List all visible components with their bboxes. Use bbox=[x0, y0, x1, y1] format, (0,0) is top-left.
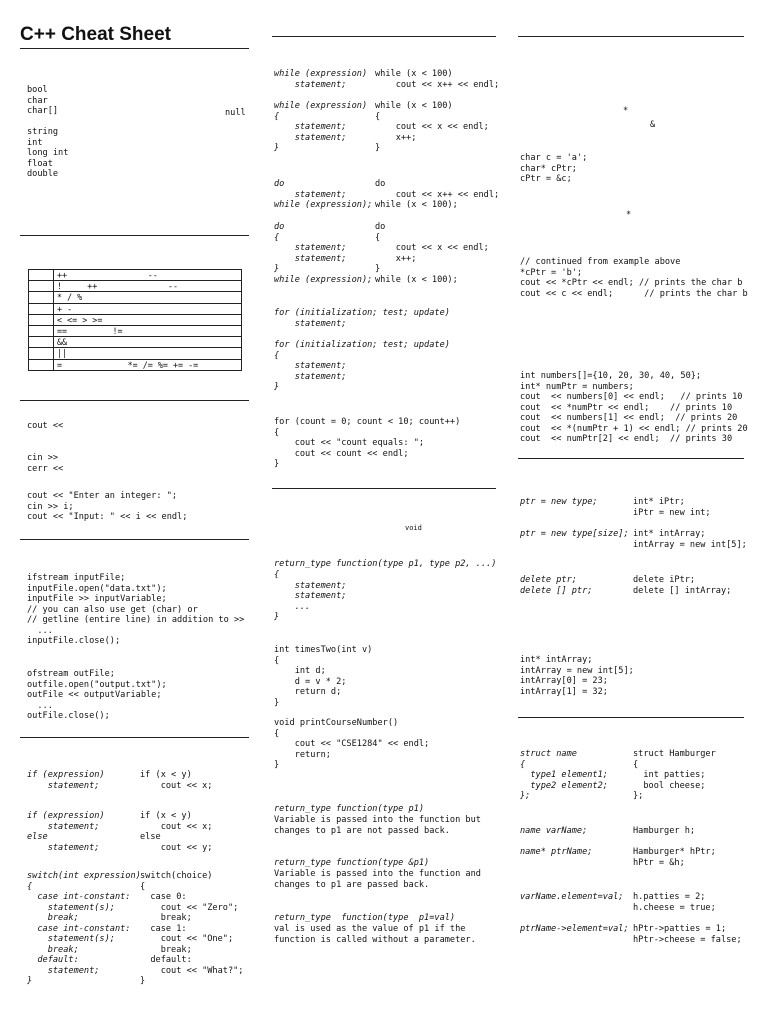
divider bbox=[518, 36, 744, 37]
operator-precedence-cell bbox=[29, 337, 54, 348]
pass-by-value-signature: return_type function(type p1) bbox=[274, 804, 425, 814]
delete-syntax: delete ptr; delete [] ptr; bbox=[520, 575, 593, 596]
dereference-example: // continued from example above *cPtr = 'b'; cout << *cPtr << endl; // prints the char b cout << c << endl; // prints the char b bbox=[520, 257, 748, 299]
operator-row bbox=[29, 359, 242, 370]
types-list: bool char char[] string int long int float double bbox=[27, 85, 69, 180]
operator-precedence-cell bbox=[29, 314, 54, 325]
file-input-example: ifstream inputFile; inputFile.open("data.txt"); inputFile >> inputVariable; // you can also use get (char) or // getline (entire line) in addition to >> ... inputFile.close(); bbox=[27, 573, 245, 647]
struct-ptr-decl-example: Hamburger* hPtr; hPtr = &h; bbox=[633, 847, 716, 868]
divider bbox=[20, 737, 249, 738]
new-array-example: int* intArray; intArray = new int[5]; bbox=[633, 529, 747, 550]
operator-row bbox=[29, 292, 242, 303]
operator-row bbox=[29, 281, 242, 292]
do-while-example-2: do { cout << x << endl; x++; } while (x < 100); bbox=[375, 222, 489, 285]
pointer-declaration-example: char c = 'a'; char* cPtr; cPtr = &c; bbox=[520, 153, 588, 185]
while-example-2: while (x < 100) { cout << x << endl; x++; } bbox=[375, 101, 489, 154]
divider bbox=[20, 539, 249, 540]
while-syntax-1: while (expression) statement; bbox=[274, 69, 368, 90]
operator-symbols-cell: == != bbox=[54, 325, 242, 336]
operator-precedence-cell bbox=[29, 292, 54, 303]
file-output-example: ofstream outFile; outfile.open("output.txt"); outFile << outputVariable; ... outFile.close(); bbox=[27, 669, 167, 722]
operator-precedence-cell bbox=[29, 270, 54, 281]
operator-precedence-cell bbox=[29, 303, 54, 314]
operator-symbols-cell: ++ -- bbox=[54, 270, 242, 281]
io-cin: cin >> cerr << bbox=[27, 453, 64, 474]
switch-example: switch(choice) { case 0: cout << "Zero"; break; case 1: cout << "One"; break; default: cout << "What?"; } bbox=[140, 871, 244, 987]
while-example-1: while (x < 100) cout << x++ << endl; bbox=[375, 69, 500, 90]
void-label: void bbox=[405, 524, 422, 532]
pass-by-reference-signature: return_type function(type &p1) bbox=[274, 858, 430, 868]
arrow-access-syntax: ptrName->element=val; bbox=[520, 924, 629, 934]
while-syntax-2: while (expression) { statement; statement; } bbox=[274, 101, 368, 154]
new-example: int* iPtr; iPtr = new int; bbox=[633, 497, 711, 518]
operator-row bbox=[29, 325, 242, 336]
struct-syntax: struct name { type1 element1; type2 element2; }; bbox=[520, 749, 608, 802]
member-access-syntax: varName.element=val; bbox=[520, 892, 624, 902]
divider bbox=[518, 458, 744, 459]
divider bbox=[20, 48, 249, 49]
column-2 bbox=[272, 0, 500, 1024]
switch-syntax: switch(int expression) { case int-constant: statement(s); break; case int-constant: statement(s); break; default: statement; } bbox=[27, 871, 141, 987]
io-example: cout << "Enter an integer: "; cin >> i; cout << "Input: " << i << endl; bbox=[27, 491, 188, 523]
operator-symbols-cell: * / % bbox=[54, 292, 242, 303]
pointer-star-symbol-2: * bbox=[626, 210, 632, 220]
operator-row bbox=[29, 348, 242, 359]
dynamic-array-example: int* intArray; intArray = new int[5]; intArray[0] = 23; intArray[1] = 32; bbox=[520, 655, 634, 697]
member-access-example: h.patties = 2; h.cheese = true; bbox=[633, 892, 716, 913]
for-example: for (count = 0; count < 10; count++) { cout << "count equals: "; cout << count << endl; } bbox=[274, 417, 461, 470]
operator-row bbox=[29, 337, 242, 348]
struct-decl-syntax: name varName; bbox=[520, 826, 588, 836]
do-while-syntax-2: do { statement; statement; } while (expression); bbox=[274, 222, 373, 285]
if-else-example: if (x < y) cout << x; else cout << y; bbox=[140, 811, 213, 853]
divider bbox=[272, 488, 496, 489]
default-param-desc: val is used as the value of p1 if the function is called without a parameter. bbox=[274, 924, 476, 945]
operator-precedence-cell bbox=[29, 325, 54, 336]
delete-example: delete iPtr; delete [] intArray; bbox=[633, 575, 732, 596]
operator-symbols-cell: && bbox=[54, 337, 242, 348]
operator-symbols-cell: < <= > >= bbox=[54, 314, 242, 325]
divider bbox=[20, 235, 249, 236]
operator-row bbox=[29, 314, 242, 325]
pointer-array-example: int numbers[]={10, 20, 30, 40, 50}; int* numPtr = numbers; cout << numbers[0] << endl; // prints 10 cout << *numPtr << endl; // prints 10 cout << numbers[1] << endl; // prints 20 cout << *(numPtr + 1) << endl; // prints 20 cout << numPtr[2] << endl; // prints 30 bbox=[520, 371, 748, 445]
if-else-syntax: if (expression) statement; else statement; bbox=[27, 811, 105, 853]
operator-precedence-table bbox=[28, 269, 242, 371]
io-cout: cout << bbox=[27, 421, 64, 431]
operator-row bbox=[29, 270, 242, 281]
pass-by-value-desc: Variable is passed into the function but changes to p1 are not passed back. bbox=[274, 815, 481, 836]
divider bbox=[272, 36, 496, 37]
struct-ptr-decl-syntax: name* ptrName; bbox=[520, 847, 593, 857]
do-while-example-1: do cout << x++ << endl; while (x < 100); bbox=[375, 179, 500, 211]
operator-symbols-cell: ! ++ -- bbox=[54, 281, 242, 292]
pass-by-reference-desc: Variable is passed into the function and changes to p1 are passed back. bbox=[274, 869, 481, 890]
address-of-symbol: & bbox=[650, 120, 656, 130]
divider bbox=[518, 717, 744, 718]
default-param-signature: return_type function(type p1=val) bbox=[274, 913, 456, 923]
arrow-access-example: hPtr->patties = 1; hPtr->cheese = false; bbox=[633, 924, 742, 945]
operator-precedence-cell bbox=[29, 281, 54, 292]
operator-symbols-cell: = *= /= %= += -= bbox=[54, 359, 242, 370]
operator-row bbox=[29, 303, 242, 314]
operator-precedence-cell bbox=[29, 348, 54, 359]
types-null-note: null bbox=[225, 108, 246, 118]
new-array-syntax: ptr = new type[size]; bbox=[520, 529, 629, 539]
page-title: C++ Cheat Sheet bbox=[20, 24, 171, 45]
operator-precedence-cell bbox=[29, 359, 54, 370]
column-1 bbox=[20, 0, 249, 1024]
function-example-1: int timesTwo(int v) { int d; d = v * 2; return d; } bbox=[274, 645, 373, 708]
divider bbox=[20, 400, 249, 401]
for-syntax-1: for (initialization; test; update) statement; bbox=[274, 308, 450, 329]
function-syntax-body: { statement; statement; ... } bbox=[274, 570, 347, 623]
function-example-2: void printCourseNumber() { cout << "CSE1284" << endl; return; } bbox=[274, 718, 430, 771]
if-syntax: if (expression) statement; bbox=[27, 770, 105, 791]
do-while-syntax-1: do statement; while (expression); bbox=[274, 179, 373, 211]
column-3 bbox=[518, 0, 748, 1024]
for-syntax-2: for (initialization; test; update) { statement; statement; } bbox=[274, 340, 450, 393]
function-syntax-header: return_type function(type p1, type p2, ...) bbox=[274, 559, 497, 569]
operator-symbols-cell: || bbox=[54, 348, 242, 359]
new-syntax: ptr = new type; bbox=[520, 497, 598, 507]
operator-symbols-cell: + - bbox=[54, 303, 242, 314]
pointer-star-symbol: * bbox=[623, 106, 629, 116]
if-example: if (x < y) cout << x; bbox=[140, 770, 213, 791]
struct-decl-example: Hamburger h; bbox=[633, 826, 696, 836]
struct-example: struct Hamburger { int patties; bool cheese; }; bbox=[633, 749, 716, 802]
